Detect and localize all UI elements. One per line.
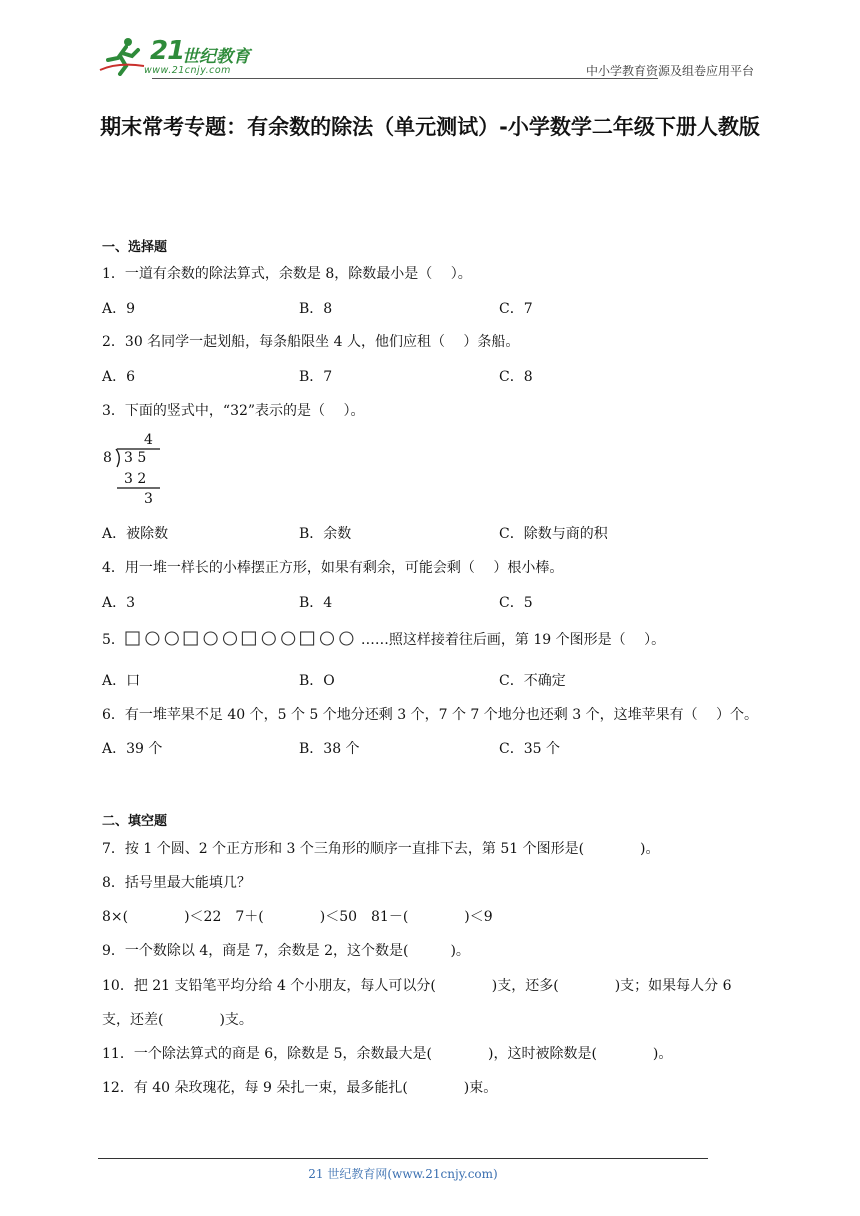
square-shape bbox=[126, 632, 139, 645]
question-10-line-1: 10．把 21 支铅笔平均分给 4 个小朋友，每人可以分( )支，还多( )支；如果每人分 6 bbox=[102, 978, 732, 994]
question-7: 7．按 1 个圆、2 个正方形和 3 个三角形的顺序一直排下去，第 51 个图形是( )。 bbox=[102, 841, 660, 857]
question-5 bbox=[102, 629, 665, 649]
runner-icon bbox=[98, 36, 150, 76]
header-divider bbox=[152, 78, 658, 79]
platform-text: 中小学教育资源及组卷应用平台 bbox=[585, 64, 754, 78]
option-b[interactable]: B．O bbox=[299, 673, 335, 689]
option-b[interactable]: B．4 bbox=[299, 595, 333, 611]
option-b[interactable]: B．8 bbox=[299, 301, 333, 317]
divisor: 8 bbox=[103, 450, 112, 466]
long-division-figure bbox=[102, 430, 164, 508]
footer-divider bbox=[98, 1158, 708, 1159]
question-4: 4．用一堆一样长的小棒摆正方形，如果有剩余，可能会剩（ ）根小棒。 bbox=[102, 560, 564, 576]
option-b[interactable]: B．余数 bbox=[299, 526, 352, 542]
dividend: 3 5 bbox=[124, 450, 147, 466]
option-c[interactable]: C．8 bbox=[499, 369, 533, 385]
question-5-number: 5． bbox=[102, 632, 125, 648]
question-6: 6．有一堆苹果不足 40 个，5 个 5 个地分还剩 3 个，7 个 7 个地分也还剩 3 个，这堆苹果有（ ）个。 bbox=[102, 707, 759, 723]
circle-shape bbox=[340, 632, 353, 645]
page-title: 期末常考专题：有余数的除法（单元测试）-小学数学二年级下册人教版 bbox=[100, 115, 760, 139]
option-a[interactable]: A．被除数 bbox=[102, 526, 169, 542]
option-a[interactable]: A．口 bbox=[102, 673, 141, 689]
question-5-text: ……照这样接着往后画，第 19 个图形是（ ）。 bbox=[360, 632, 666, 648]
page-header bbox=[98, 34, 758, 80]
site-logo[interactable] bbox=[98, 34, 268, 78]
logo-number: 21 bbox=[150, 36, 185, 66]
square-shape bbox=[184, 632, 197, 645]
question-11: 11．一个除法算式的商是 6，除数是 5，余数最大是( )，这时被除数是( )。 bbox=[102, 1046, 673, 1062]
footer-text[interactable]: 21 世纪教育网(www.21cnjy.com) bbox=[308, 1167, 498, 1181]
option-a[interactable]: A．39 个 bbox=[102, 741, 163, 757]
option-c[interactable]: C．不确定 bbox=[499, 673, 566, 689]
question-12: 12．有 40 朵玫瑰花，每 9 朵扎一束，最多能扎( )束。 bbox=[102, 1080, 498, 1096]
option-c[interactable]: C．除数与商的积 bbox=[499, 526, 608, 542]
circle-shape bbox=[262, 632, 275, 645]
circle-shape bbox=[320, 632, 333, 645]
circle-shape bbox=[204, 632, 217, 645]
section-heading-fill: 二、填空题 bbox=[102, 814, 168, 829]
circle-shape bbox=[223, 632, 236, 645]
circle-shape bbox=[146, 632, 159, 645]
option-c[interactable]: C．5 bbox=[499, 595, 533, 611]
circle-shape bbox=[282, 632, 295, 645]
product: 3 2 bbox=[124, 471, 147, 487]
logo-text: 世纪教育 bbox=[182, 47, 250, 67]
square-shape bbox=[301, 632, 314, 645]
option-c[interactable]: C．35 个 bbox=[499, 741, 560, 757]
quotient: 4 bbox=[144, 432, 153, 448]
option-a[interactable]: A．6 bbox=[102, 369, 136, 385]
remainder: 3 bbox=[144, 491, 153, 507]
shape-pattern bbox=[125, 630, 359, 646]
circle-shape bbox=[165, 632, 178, 645]
question-3: 3．下面的竖式中，“32”表示的是（ ）。 bbox=[102, 403, 365, 419]
question-8: 8．括号里最大能填几？ bbox=[102, 875, 251, 891]
logo-url: www.21cnjy.com bbox=[144, 65, 231, 76]
option-a[interactable]: A．9 bbox=[102, 301, 136, 317]
question-10-line-2: 支，还差( )支。 bbox=[102, 1012, 253, 1028]
option-c[interactable]: C．7 bbox=[499, 301, 533, 317]
option-b[interactable]: B．38 个 bbox=[299, 741, 360, 757]
question-8-blanks: 8×( )＜22 7＋( )＜50 81－( )＜9 bbox=[102, 909, 493, 925]
section-heading-choice: 一、选择题 bbox=[102, 240, 168, 255]
question-9: 9．一个数除以 4，商是 7，余数是 2，这个数是( )。 bbox=[102, 943, 470, 959]
question-1: 1．一道有余数的除法算式，余数是 8，除数最小是（ ）。 bbox=[102, 266, 472, 282]
option-a[interactable]: A．3 bbox=[102, 595, 136, 611]
question-2: 2．30 名同学一起划船，每条船限坐 4 人，他们应租（ ）条船。 bbox=[102, 334, 520, 350]
option-b[interactable]: B．7 bbox=[299, 369, 333, 385]
square-shape bbox=[242, 632, 255, 645]
